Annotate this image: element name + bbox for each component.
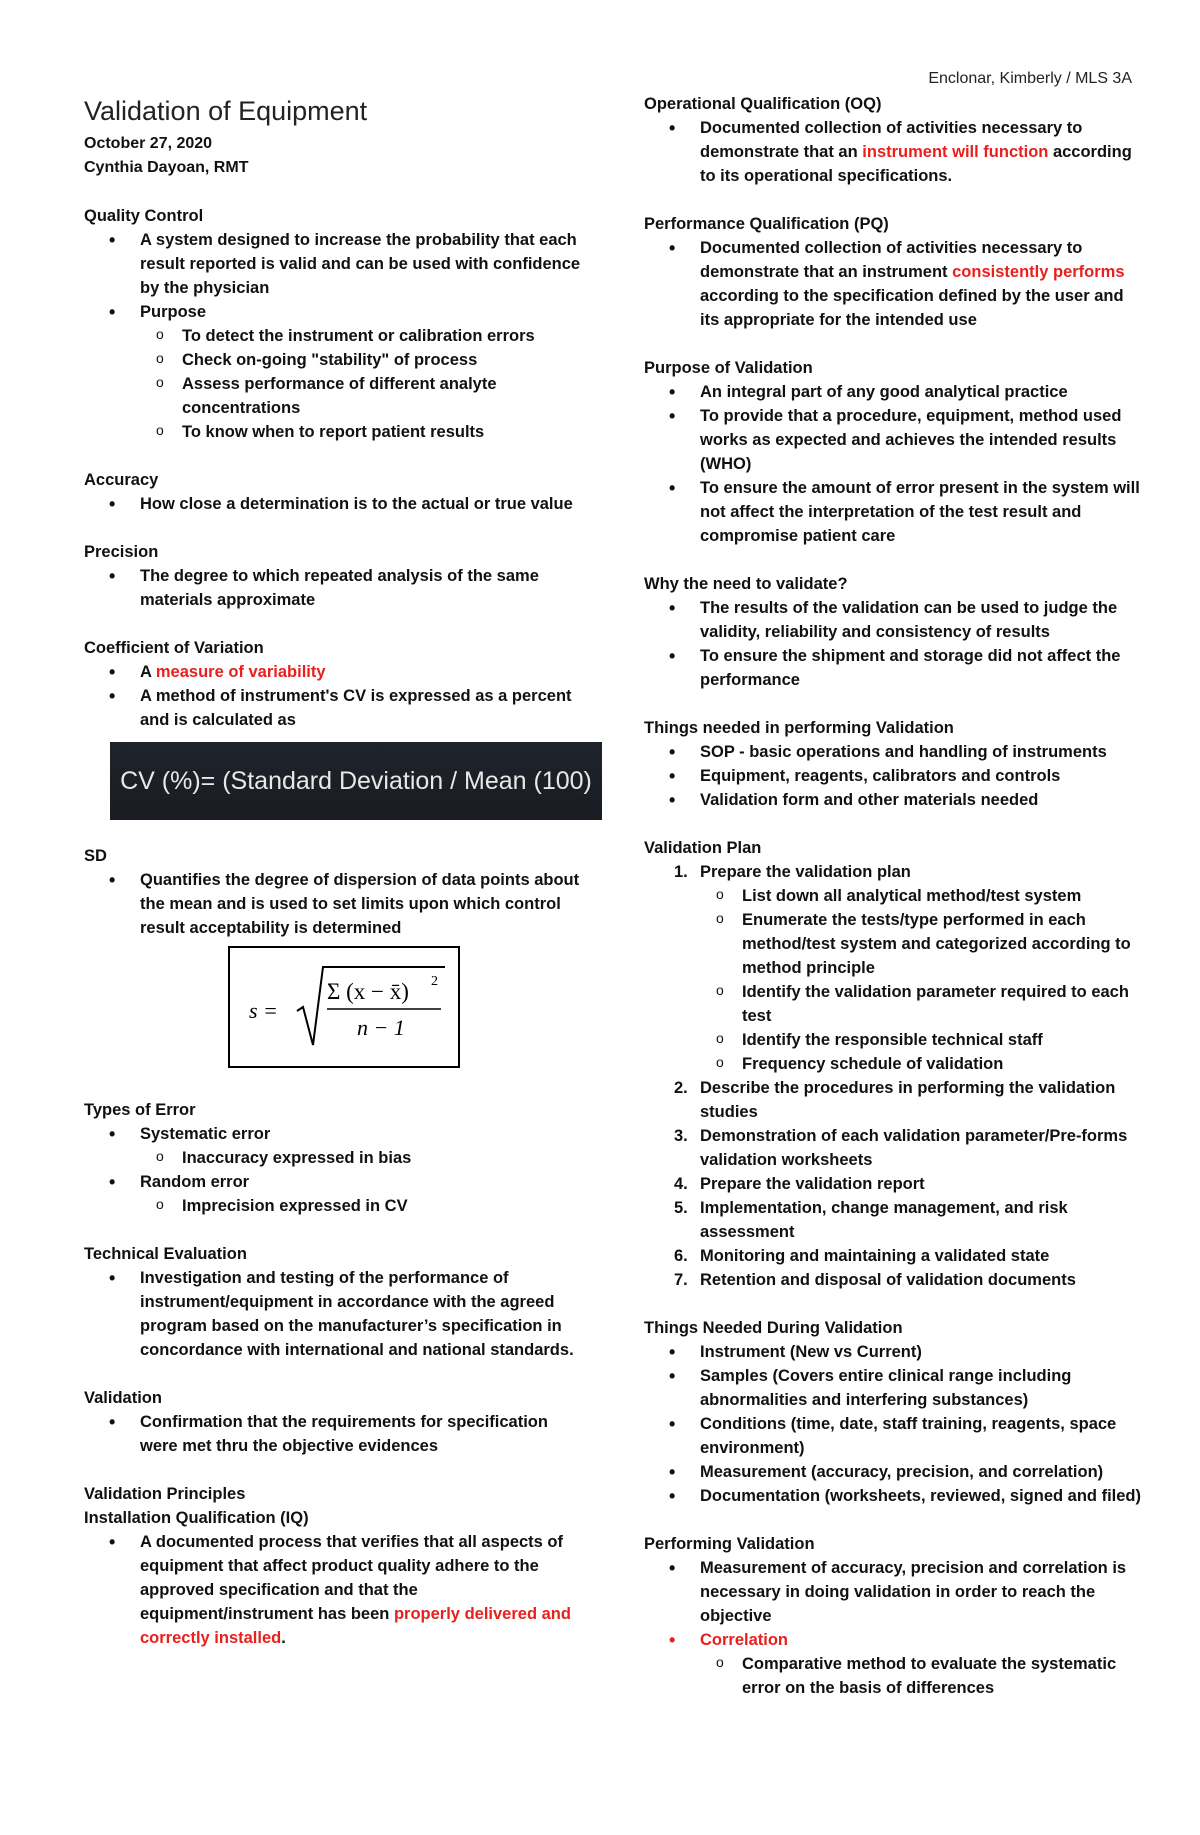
list-item: • Measurement (accuracy, precision, and correlation) [644, 1460, 1144, 1484]
heading-validation: Validation [84, 1389, 162, 1407]
sd-formula-graphic [239, 955, 449, 1059]
pq-list [644, 236, 1144, 332]
list-item: • Validation form and other materials needed [644, 788, 1144, 812]
list-item: • Documentation (worksheets, reviewed, signed and filed) [644, 1484, 1144, 1508]
heading-things-needed-during: Things Needed During Validation [644, 1319, 903, 1337]
list-item-label: Prepare the validation plan [700, 863, 911, 881]
heading-precision: Precision [84, 543, 159, 561]
list-item [84, 1122, 584, 1170]
numbered-item [644, 1076, 1144, 1124]
numbered-item [644, 860, 1144, 1076]
item-number: 2. [674, 1079, 688, 1097]
list-item [644, 236, 1144, 332]
oq-list [644, 116, 1144, 188]
list-item: • Instrument (New vs Current) [644, 1340, 1144, 1364]
numbered-item [644, 1124, 1144, 1172]
list-item-highlight [644, 1628, 1144, 1700]
highlight-text: properly delivered and correctly installed [140, 1605, 571, 1647]
sublist-item: o Inaccuracy expressed in bias [140, 1146, 584, 1170]
heading-validation-plan: Validation Plan [644, 839, 762, 857]
formula-denominator: n − 1 [357, 1015, 405, 1040]
heading-performing-validation: Performing Validation [644, 1535, 815, 1553]
sd-formula-image [228, 946, 460, 1068]
list-item: • To ensure the amount of error present in the system will not affect the interpretation of the test result and compromise patient care [644, 476, 1144, 548]
sublist-item: o Frequency schedule of validation [700, 1052, 1144, 1076]
list-item: • Samples (Covers entire clinical range including abnormalities and interfering substances) [644, 1364, 1144, 1412]
list-item: • An integral part of any good analytical practice [644, 380, 1144, 404]
heading-purpose-of-validation: Purpose of Validation [644, 359, 813, 377]
list-item: • Equipment, reagents, calibrators and controls [644, 764, 1144, 788]
heading-accuracy: Accuracy [84, 471, 159, 489]
list-item: • The degree to which repeated analysis of the same materials approximate [84, 564, 584, 612]
text-run: A documented process that verifies that all aspects of equipment that affect product quality adhere to the approved specification and that the equipment/instrument has been [140, 1533, 564, 1623]
quality-control-list [84, 228, 584, 444]
highlight-text: instrument will function [862, 143, 1049, 161]
plan-sublist [700, 884, 1144, 1076]
sublist [140, 1194, 584, 1218]
list-item: • How close a determination is to the actual or true value [84, 492, 584, 516]
document-title: Validation of Equipment [84, 96, 368, 126]
validation-list [84, 1410, 584, 1458]
list-item-label: Purpose [140, 303, 207, 321]
list-item: • Confirmation that the requirements for specification were met thru the objective evidences [84, 1410, 584, 1458]
sublist-item: o Identify the responsible technical staff [700, 1028, 1144, 1052]
list-item: • SOP - basic operations and handling of instruments [644, 740, 1144, 764]
purpose-validation-list [644, 380, 1144, 548]
text-run: Documented collection of activities necessary to demonstrate that an [700, 119, 1083, 161]
list-item-label: Monitoring and maintaining a validated state [700, 1247, 1050, 1265]
during-list [644, 1340, 1144, 1508]
list-item-label: Retention and disposal of validation documents [700, 1271, 1076, 1289]
sublist [140, 1146, 584, 1170]
heading-things-needed: Things needed in performing Validation [644, 719, 954, 737]
validation-plan-list [644, 860, 1144, 1292]
item-number: 5. [674, 1199, 688, 1217]
sublist-item: o To detect the instrument or calibration errors [140, 324, 584, 348]
list-item: • A method of instrument's CV is expressed as a percent and is calculated as [84, 684, 584, 732]
formula-numerator: Σ (x − x̄) [327, 979, 409, 1004]
list-item [644, 116, 1144, 188]
document-lecturer: Cynthia Dayoan, RMT [84, 159, 249, 176]
sublist-item: o Comparative method to evaluate the systematic error on the basis of differences [700, 1652, 1144, 1700]
text-run: according to the specification defined by the user and its appropriate for the intended use [700, 287, 1124, 329]
purpose-sublist [140, 324, 584, 444]
list-item: • To provide that a procedure, equipment, method used works as expected and achieves the intended results (WHO) [644, 404, 1144, 476]
left-column [84, 92, 592, 1650]
formula-exponent: 2 [431, 974, 438, 989]
sublist-item: o List down all analytical method/test system [700, 884, 1144, 908]
list-item: • Measurement of accuracy, precision and correlation is necessary in doing validation in order to reach the objective [644, 1556, 1144, 1628]
list-item [84, 660, 584, 684]
list-item: • To ensure the shipment and storage did not affect the performance [644, 644, 1144, 692]
performing-list [644, 1556, 1144, 1700]
list-item-label: Random error [140, 1173, 250, 1191]
highlight-text: consistently performs [952, 263, 1125, 281]
list-item: • The results of the validation can be used to judge the validity, reliability and consistency of results [644, 596, 1144, 644]
numbered-item [644, 1172, 1144, 1196]
numbered-item [644, 1244, 1144, 1268]
iq-list [84, 1530, 584, 1650]
types-of-error-list [84, 1122, 584, 1218]
list-item [84, 300, 584, 444]
cv-formula-image: CV (%)= (Standard Deviation / Mean (100) [110, 742, 602, 820]
heading-types-of-error: Types of Error [84, 1101, 196, 1119]
item-number: 1. [674, 863, 688, 881]
heading-technical-evaluation: Technical Evaluation [84, 1245, 247, 1263]
why-validate-list [644, 596, 1144, 692]
list-item-label: Correlation [700, 1631, 789, 1649]
numbered-item [644, 1196, 1144, 1244]
sublist-item: o Imprecision expressed in CV [140, 1194, 584, 1218]
cv-list [84, 660, 584, 732]
sublist-item: o Check on-going "stability" of process [140, 348, 584, 372]
list-item [84, 1170, 584, 1218]
heading-performance-qualification: Performance Qualification (PQ) [644, 215, 889, 233]
formula-lhs: s = [249, 998, 278, 1023]
heading-quality-control: Quality Control [84, 207, 204, 225]
list-item: • Quantifies the degree of dispersion of data points about the mean and is used to set limits upon which control result acceptability is determined [84, 868, 584, 940]
list-item [84, 1530, 584, 1650]
text-run: A [140, 663, 156, 681]
sublist [700, 1652, 1144, 1700]
text-run: Documented collection of activities necessary to demonstrate that an instrument [700, 239, 1083, 281]
list-item-label: Describe the procedures in performing the validation studies [700, 1079, 1116, 1121]
sublist-item: o Assess performance of different analyte concentrations [140, 372, 584, 420]
sd-list [84, 868, 584, 940]
item-number: 4. [674, 1175, 688, 1193]
technical-list [84, 1266, 584, 1362]
heading-coefficient-of-variation: Coefficient of Variation [84, 639, 264, 657]
document-date: October 27, 2020 [84, 135, 213, 152]
highlight-text: measure of variability [155, 663, 326, 681]
item-number: 7. [674, 1271, 688, 1289]
text-run: according to its operational specifications. [700, 143, 1132, 185]
list-item-label: Systematic error [140, 1125, 271, 1143]
numbered-item [644, 1268, 1144, 1292]
heading-sd: SD [84, 847, 107, 865]
list-item: • A system designed to increase the probability that each result reported is valid and can be used with confidence by the physician [84, 228, 584, 300]
list-item-label: Demonstration of each validation parameter/Pre-forms validation worksheets [700, 1127, 1128, 1169]
heading-operational-qualification: Operational Qualification (OQ) [644, 95, 882, 113]
list-item: • Investigation and testing of the performance of instrument/equipment in accordance with the agreed program based on the manufacturer’s specification in concordance with international and national standards. [84, 1266, 584, 1362]
heading-installation-qualification: Installation Qualification (IQ) [84, 1509, 309, 1527]
heading-why-validate: Why the need to validate? [644, 575, 848, 593]
author-line: Enclonar, Kimberly / MLS 3A [928, 70, 1132, 87]
right-column [644, 92, 1144, 1700]
item-number: 3. [674, 1127, 688, 1145]
heading-validation-principles: Validation Principles [84, 1485, 246, 1503]
list-item-label: Prepare the validation report [700, 1175, 925, 1193]
text-run: . [281, 1629, 286, 1647]
sublist-item: o Enumerate the tests/type performed in each method/test system and categorized according to method principle [700, 908, 1144, 980]
list-item: • Conditions (time, date, staff training, reagents, space environment) [644, 1412, 1144, 1460]
sublist-item: o Identify the validation parameter required to each test [700, 980, 1144, 1028]
sublist-item: o To know when to report patient results [140, 420, 584, 444]
item-number: 6. [674, 1247, 688, 1265]
things-needed-list [644, 740, 1144, 812]
list-item-label: Implementation, change management, and risk assessment [700, 1199, 1068, 1241]
accuracy-list [84, 492, 584, 516]
precision-list [84, 564, 584, 612]
